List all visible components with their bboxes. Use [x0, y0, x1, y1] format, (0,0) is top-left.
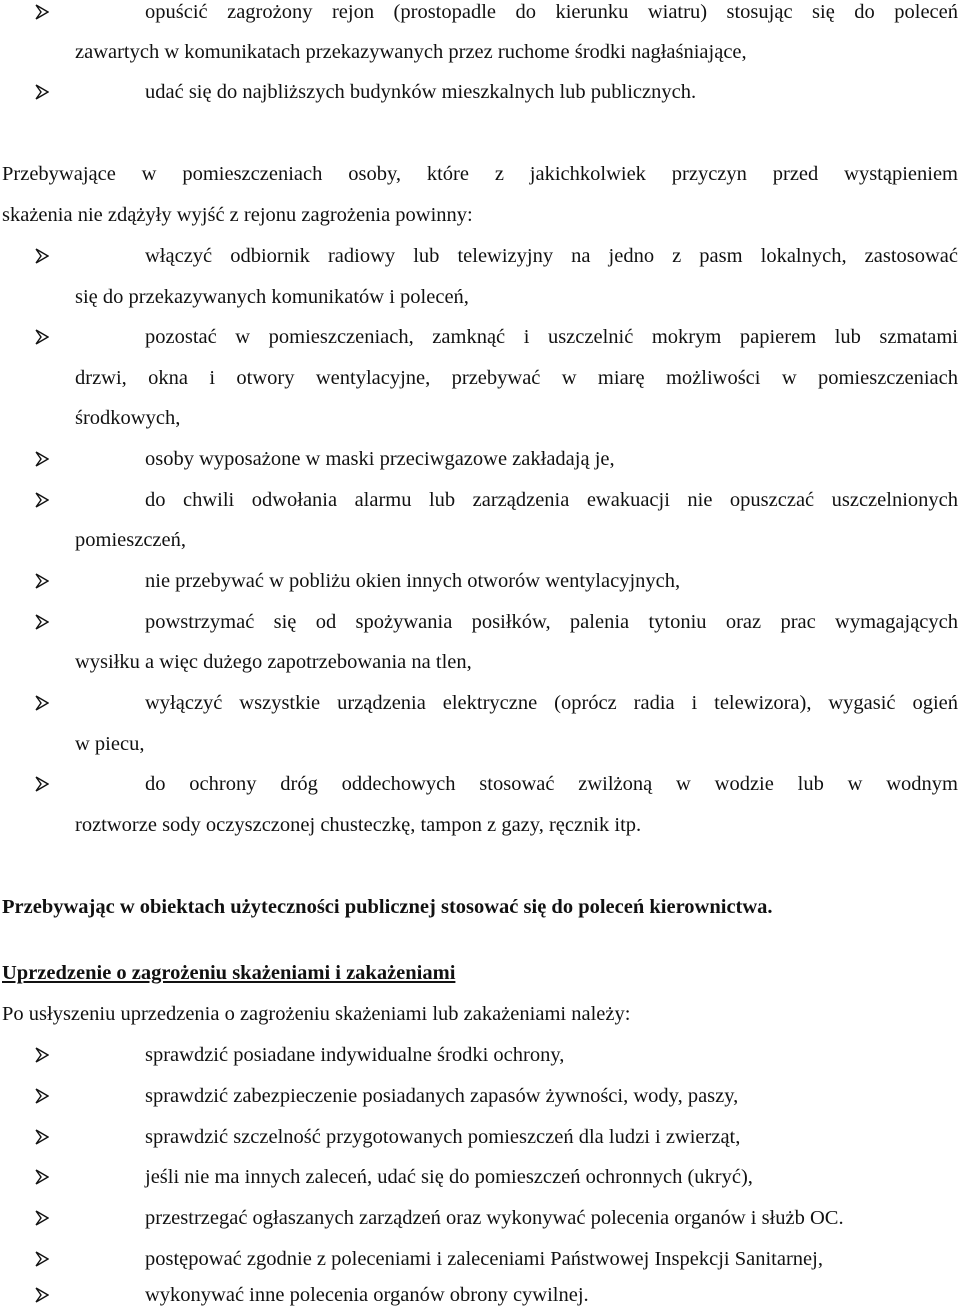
- arrowhead-bullet-icon: [35, 84, 49, 100]
- list-item-text: pozostać w pomieszczeniach, zamknąć i uszczelnić mokrym papierem lub szmatami: [145, 326, 958, 348]
- list-item-text: zawartych w komunikatach przekazywanych przez ruchome środki nagłaśniające,: [75, 41, 747, 63]
- arrowhead-bullet-icon: [35, 1088, 49, 1104]
- arrowhead-bullet-icon: [35, 248, 49, 264]
- arrowhead-bullet-icon: [35, 451, 49, 467]
- arrowhead-bullet-icon: [35, 573, 49, 589]
- list-item-text: osoby wyposażone w maski przeciwgazowe zakładają je,: [145, 448, 615, 470]
- arrowhead-bullet-icon: [35, 1251, 49, 1267]
- list-item-text: włączyć odbiornik radiowy lub telewizyjny na jedno z pasm lokalnych, zastosować: [145, 245, 958, 267]
- list-item-text: opuścić zagrożony rejon (prostopadle do kierunku wiatru) stosując się do poleceń: [145, 1, 958, 23]
- list-item-text: nie przebywać w pobliżu okien innych otworów wentylacyjnych,: [145, 570, 681, 592]
- list-item-text: do ochrony dróg oddechowych stosować zwilżoną w wodzie lub w wodnym: [145, 773, 958, 795]
- list-item-text: środkowych,: [75, 407, 181, 429]
- list-item-text: pomieszczeń,: [75, 529, 186, 551]
- list-item-text: sprawdzić szczelność przygotowanych pomieszczeń dla ludzi i zwierząt,: [145, 1126, 741, 1148]
- arrowhead-bullet-icon: [35, 329, 49, 345]
- arrowhead-bullet-icon: [35, 776, 49, 792]
- section-heading-text: Uprzedzenie o zagrożeniu skażeniami i zakażeniami: [2, 962, 456, 984]
- arrowhead-bullet-icon: [35, 1129, 49, 1145]
- list-item-text: się do przekazywanych komunikatów i poleceń,: [75, 286, 469, 308]
- paragraph-text: skażenia nie zdążyły wyjść z rejonu zagrożenia powinny:: [2, 204, 473, 226]
- bold-statement-text: Przebywając w obiektach użyteczności publicznej stosować się do poleceń kierownictwa.: [2, 896, 773, 918]
- section-intro-text: Po usłyszeniu uprzedzenia o zagrożeniu skażeniami lub zakażeniami należy:: [2, 1003, 631, 1025]
- paragraph-text: Przebywające w pomieszczeniach osoby, które z jakichkolwiek przyczyn przed wystąpieniem: [2, 163, 958, 185]
- list-item-text: postępować zgodnie z poleceniami i zaleceniami Państwowej Inspekcji Sanitarnej,: [145, 1248, 823, 1270]
- arrowhead-bullet-icon: [35, 1047, 49, 1063]
- list-item-text: przestrzegać ogłaszanych zarządzeń oraz wykonywać polecenia organów i służb OC.: [145, 1207, 844, 1229]
- list-item-text: sprawdzić posiadane indywidualne środki ochrony,: [145, 1044, 565, 1066]
- list-item-text: wykonywać inne polecenia organów obrony cywilnej.: [145, 1284, 589, 1306]
- list-item-text: w piecu,: [75, 733, 145, 755]
- arrowhead-bullet-icon: [35, 1210, 49, 1226]
- arrowhead-bullet-icon: [35, 4, 49, 20]
- list-item-text: drzwi, okna i otwory wentylacyjne, przebywać w miarę możliwości w pomieszczeniach: [75, 367, 958, 389]
- list-item-text: wyłączyć wszystkie urządzenia elektryczne (oprócz radia i telewizora), wygasić ogień: [145, 692, 958, 714]
- arrowhead-bullet-icon: [35, 614, 49, 630]
- arrowhead-bullet-icon: [35, 492, 49, 508]
- list-item-text: jeśli nie ma innych zaleceń, udać się do pomieszczeń ochronnych (ukryć),: [145, 1166, 753, 1188]
- arrowhead-bullet-icon: [35, 1169, 49, 1185]
- arrowhead-bullet-icon: [35, 1287, 49, 1303]
- list-item-text: do chwili odwołania alarmu lub zarządzenia ewakuacji nie opuszczać uszczelnionych: [145, 489, 958, 511]
- list-item-text: udać się do najbliższych budynków mieszkalnych lub publicznych.: [145, 81, 697, 103]
- list-item-text: wysiłku a więc dużego zapotrzebowania na tlen,: [75, 651, 472, 673]
- list-item-text: sprawdzić zabezpieczenie posiadanych zapasów żywności, wody, paszy,: [145, 1085, 739, 1107]
- list-item-text: powstrzymać się od spożywania posiłków, palenia tytoniu oraz prac wymagających: [145, 611, 958, 633]
- list-item-text: roztworze sody oczyszczonej chusteczkę, tampon z gazy, ręcznik itp.: [75, 814, 642, 836]
- arrowhead-bullet-icon: [35, 695, 49, 711]
